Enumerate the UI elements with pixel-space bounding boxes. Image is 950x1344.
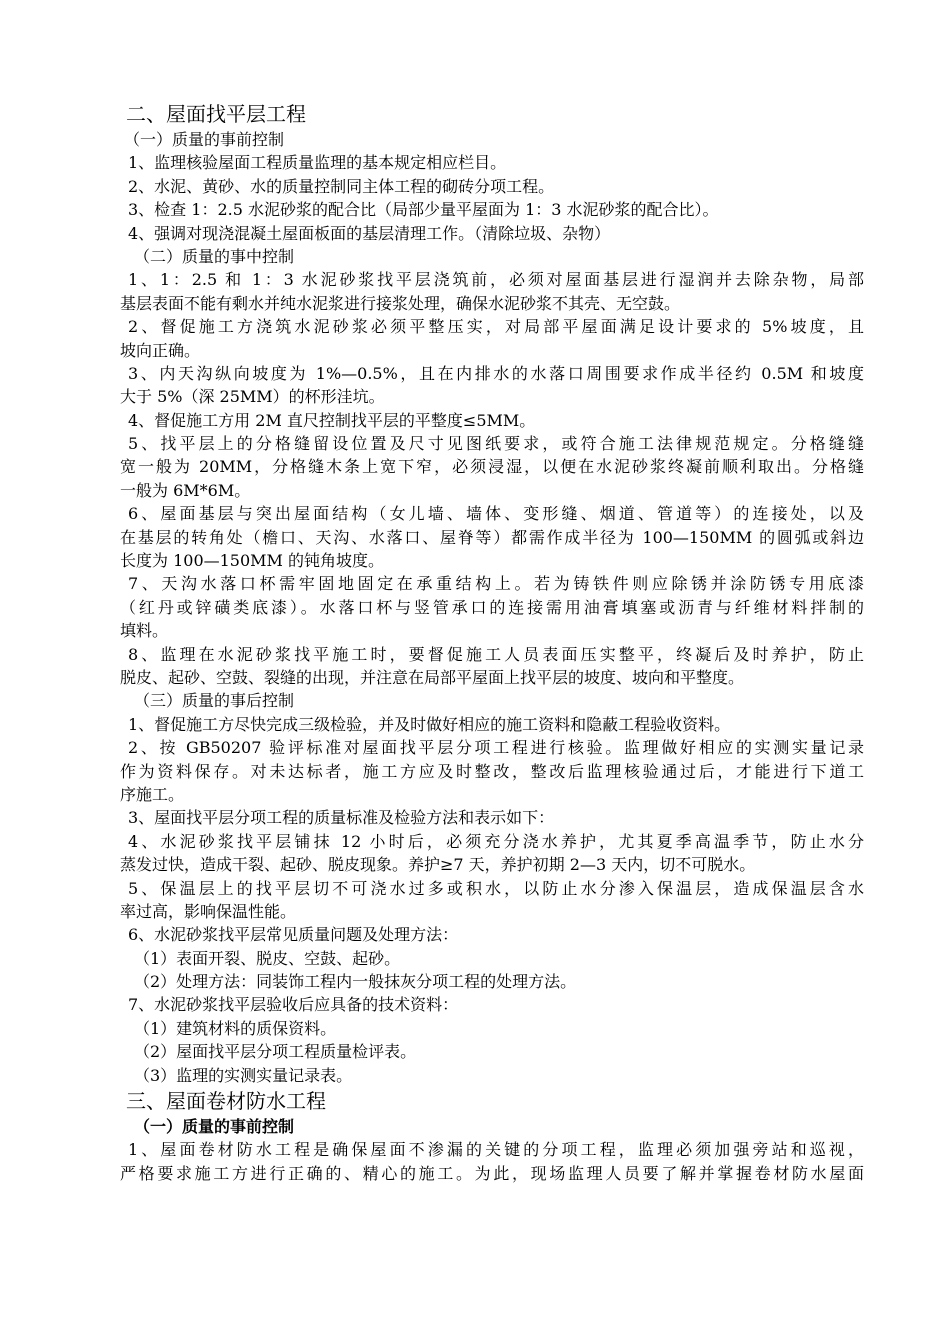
text-line: 宽一般为 20MM，分格缝木条上宽下窄，必须浸湿，以便在水泥砂浆终凝前顺利取出。分格缝 xyxy=(120,457,864,477)
section-heading: 二、屋面找平层工程 xyxy=(126,102,306,126)
text-line: 率过高，影响保温性能。 xyxy=(120,901,297,921)
section-heading: 三、屋面卷材防水工程 xyxy=(126,1089,326,1114)
text-line: 3、内天沟纵向坡度为 1%—0.5%，且在内排水的水落口周围要求作成半径约 0.5M 和坡度 xyxy=(128,363,864,383)
text-line: 5、找平层上的分格缝留设位置及尺寸见图纸要求，或符合施工法律规范规定。分格缝缝 xyxy=(128,434,864,454)
text-line: 作为资料保存。对未达标者，施工方应及时整改，整改后监理核验通过后，才能进行下道工 xyxy=(120,761,864,781)
text-line: 1、督促施工方尽快完成三级检验，并及时做好相应的施工资料和隐蔽工程验收资料。 xyxy=(128,714,731,734)
text-line: 长度为 100—150MM 的钝角坡度。 xyxy=(120,551,385,571)
text-line: 大于 5%（深 25MM）的杯形洼坑。 xyxy=(120,387,385,407)
text-line: 严格要求施工方进行正确的、精心的施工。为此，现场监理人员要了解并掌握卷材防水屋面 xyxy=(120,1163,864,1183)
text-line: 蒸发过快，造成干裂、起砂、脱皮现象。养护≥7 天，养护初期 2—3 天内，切不可脱水。 xyxy=(120,855,756,875)
text-line: （三）质量的事后控制 xyxy=(134,691,295,711)
text-line: （1）表面开裂、脱皮、空鼓、起砂。 xyxy=(134,948,401,968)
text-line: 在基层的转角处（檐口、天沟、水落口、屋脊等）都需作成半径为 100—150MM 的圆弧或斜边 xyxy=(120,527,864,547)
text-line: 1、屋面卷材防水工程是确保屋面不渗漏的关键的分项工程，监理必须加强旁站和巡视， xyxy=(128,1140,864,1160)
text-line: 脱皮、起砂、空鼓、裂缝的出现，并注意在局部平屋面上找平层的坡度、坡向和平整度。 xyxy=(120,667,745,687)
text-line: 2、督促施工方浇筑水泥砂浆必须平整压实，对局部平屋面满足设计要求的 5%坡度，且 xyxy=(128,317,864,337)
text-line: 4、强调对现浇混凝土屋面板面的基层清理工作。（清除垃圾、杂物） xyxy=(128,223,611,243)
text-line: 4、督促施工方用 2M 直尺控制找平层的平整度≤5MM。 xyxy=(128,410,536,430)
text-line: 6、水泥砂浆找平层常见质量问题及处理方法： xyxy=(128,925,459,945)
text-line: （红丹或锌磺类底漆）。水落口杯与竖管承口的连接需用油膏填塞或沥青与纤维材料拌制的 xyxy=(120,597,864,617)
text-line: 7、水泥砂浆找平层验收后应具备的技术资料： xyxy=(128,995,459,1015)
text-line: 5、保温层上的找平层切不可浇水过多或积水，以防止水分渗入保温层，造成保温层含水 xyxy=(128,878,864,898)
text-line: 1、监理核验屋面工程质量监理的基本规定相应栏目。 xyxy=(128,153,507,173)
text-line: 一般为 6M*6M。 xyxy=(120,480,251,500)
text-line: （1）建筑材料的质保资料。 xyxy=(134,1018,337,1038)
text-line: 8、监理在水泥砂浆找平施工时，要督促施工人员表面压实整平，终凝后及时养护，防止 xyxy=(128,644,864,664)
text-line: 6、屋面基层与突出屋面结构（女儿墙、墙体、变形缝、烟道、管道等）的连接处，以及 xyxy=(128,504,864,524)
text-line: 2、按 GB50207 验评标准对屋面找平层分项工程进行核验。监理做好相应的实测实量记录 xyxy=(128,738,864,758)
text-line: 1、1：2.5 和 1：3 水泥砂浆找平层浇筑前，必须对屋面基层进行湿润并去除杂物，局部 xyxy=(128,270,864,290)
text-line: （3）监理的实测实量记录表。 xyxy=(134,1065,353,1085)
text-line: 4、水泥砂浆找平层铺抹 12 小时后，必须充分浇水养护，尤其夏季高温季节，防止水分 xyxy=(128,831,864,851)
text-line: 序施工。 xyxy=(120,784,185,804)
document-body xyxy=(122,100,864,1185)
text-line: 坡向正确。 xyxy=(120,340,201,360)
text-line: 2、水泥、黄砂、水的质量控制同主体工程的砌砖分项工程。 xyxy=(128,176,555,196)
text-line: 3、屋面找平层分项工程的质量标准及检验方法和表示如下： xyxy=(128,808,555,828)
text-line: （2）处理方法：同装饰工程内一般抹灰分项工程的处理方法。 xyxy=(134,972,577,992)
text-line: （二）质量的事中控制 xyxy=(134,246,295,266)
text-line: （一）质量的事前控制 xyxy=(124,130,285,149)
text-line: （一）质量的事前控制 xyxy=(134,1117,295,1137)
text-line: 填料。 xyxy=(120,621,169,641)
text-line: 基层表面不能有剩水并纯水泥浆进行接浆处理，确保水泥砂浆不其壳、无空鼓。 xyxy=(120,293,681,313)
text-line: （2）屋面找平层分项工程质量检评表。 xyxy=(134,1042,417,1062)
text-line: 7、天沟水落口杯需牢固地固定在承重结构上。若为铸铁件则应除锈并涂防锈专用底漆 xyxy=(128,574,864,594)
text-line: 3、检查 1：2.5 水泥砂浆的配合比（局部少量平屋面为 1：3 水泥砂浆的配合比）。 xyxy=(128,200,719,220)
